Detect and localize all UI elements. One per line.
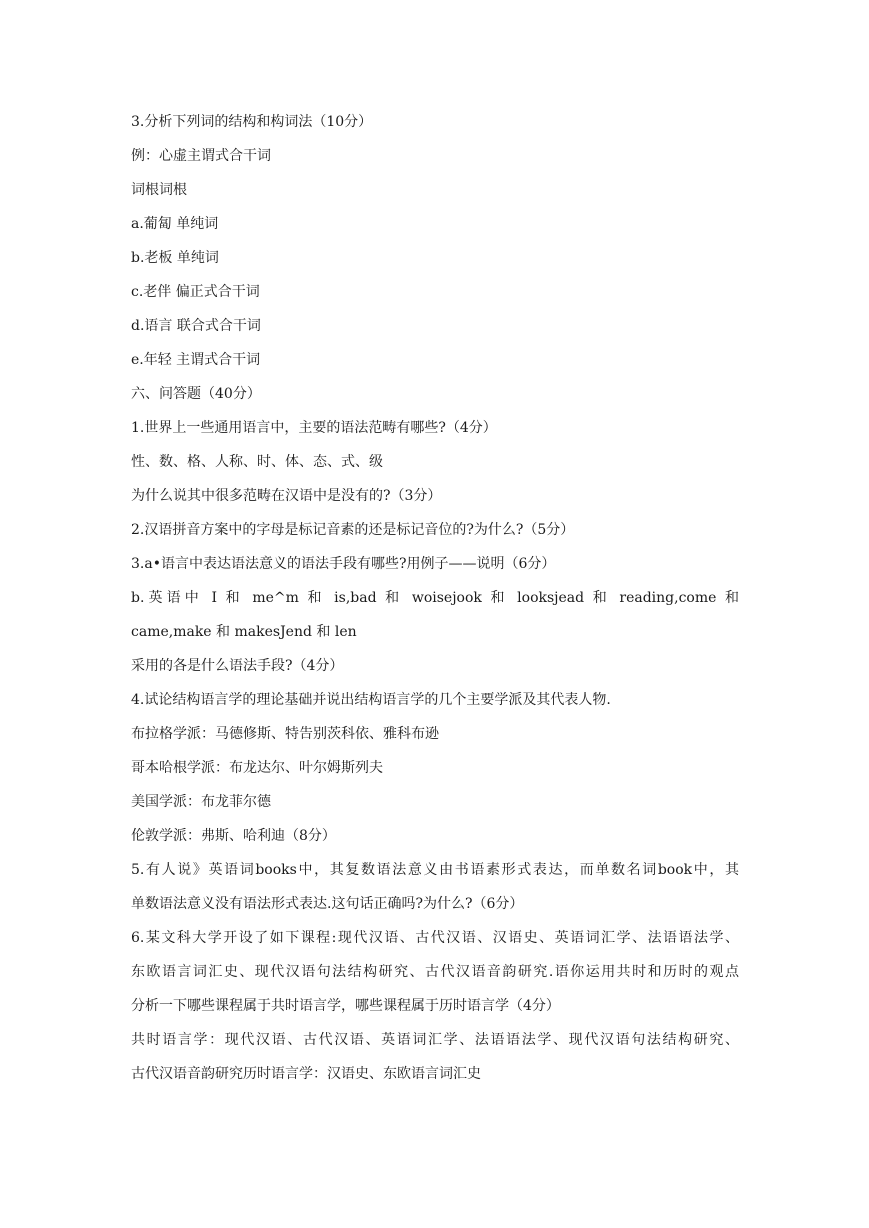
text-line: 伦敦学派：弗斯、哈利迪（8分）	[131, 828, 336, 844]
text-line: b.英语中 I 和 me^m 和 is,bad 和 woisejook 和 looksjead 和 reading,come 和	[131, 590, 739, 606]
text-line: 布拉格学派：马德修斯、特告别茨科依、雅科布逊	[131, 726, 439, 742]
text-line: b.老板 单纯词	[131, 250, 219, 266]
text-line: 分析一下哪些课程属于共时语言学，哪些课程属于历时语言学（4分）	[131, 998, 560, 1014]
text-line: 词根词根	[131, 182, 187, 198]
text-line: 2.汉语拼音方案中的字母是标记音素的还是标记音位的?为什么?（5分）	[131, 522, 575, 538]
text-line: 5.有人说》英语词books中，其复数语法意义由书语素形式表达，而单数名词book中，其	[131, 862, 739, 878]
text-line: 6.某文科大学开设了如下课程:现代汉语、古代汉语、汉语史、英语词汇学、法语语法学、	[131, 930, 739, 946]
text-line: 共时语言学：现代汉语、古代汉语、英语词汇学、法语语法学、现代汉语句法结构研究、	[131, 1032, 739, 1048]
text-line: c.老伴 偏正式合干词	[131, 284, 260, 300]
text-line: d.语言 联合式合干词	[131, 318, 261, 334]
text-line: 例：心虚主谓式合干词	[131, 148, 271, 164]
text-line: 美国学派：布龙菲尔德	[131, 794, 271, 810]
text-line: 采用的各是什么语法手段?（4分）	[131, 658, 344, 674]
text-line: 4.试论结构语言学的理论基础并说出结构语言学的几个主要学派及其代表人物.	[131, 692, 611, 708]
text-line: 为什么说其中很多范畴在汉语中是没有的?（3分）	[131, 488, 442, 504]
text-line: e.年轻 主谓式合干词	[131, 352, 261, 368]
text-line: came,make 和 makesJend 和 len	[131, 624, 357, 640]
text-line: 单数语法意义没有语法形式表达.这句话正确吗?为什么?（6分）	[131, 896, 524, 912]
text-line: 1.世界上一些通用语言中，主要的语法范畴有哪些?（4分）	[131, 420, 497, 436]
text-line: 3.a•语言中表达语法意义的语法手段有哪些?用例子——说明（6分）	[131, 556, 556, 572]
text-line: 东欧语言词汇史、现代汉语句法结构研究、古代汉语音韵研究.语你运用共时和历时的观点	[131, 964, 739, 980]
section-heading: 六、问答题（40分）	[131, 386, 261, 402]
text-line: 3.分析下列词的结构和构词法（10分）	[131, 114, 373, 130]
text-line: 古代汉语音韵研究历时语言学：汉语史、东欧语言词汇史	[131, 1066, 481, 1082]
document-body	[131, 108, 739, 1094]
text-line: 性、数、格、人称、时、体、态、式、级	[131, 454, 383, 470]
text-line: a.葡匐 单纯词	[131, 216, 219, 232]
text-line: 哥本哈根学派：布龙达尔、叶尔姆斯列夫	[131, 760, 383, 776]
